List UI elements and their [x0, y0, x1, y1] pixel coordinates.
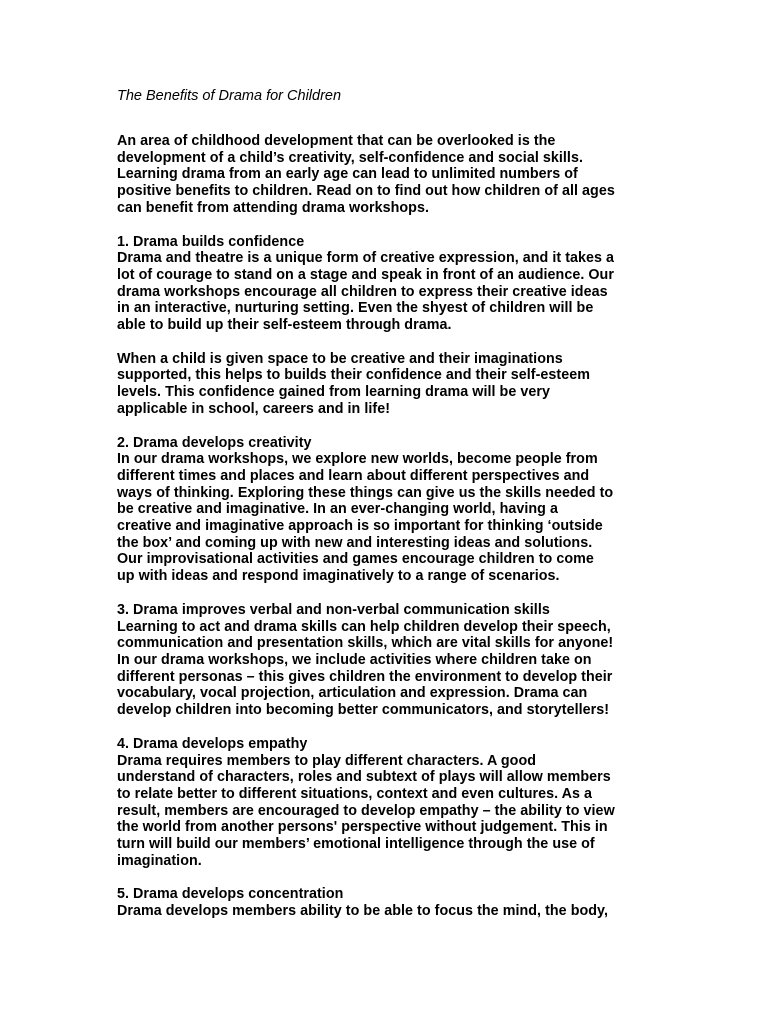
text-line: creative and imaginative approach is so important for thinking ‘outside	[117, 518, 603, 535]
text-line: able to build up their self-esteem through drama.	[117, 317, 452, 334]
text-line: drama workshops encourage all children to express their creative ideas	[117, 283, 608, 300]
text-line: In our drama workshops, we include activities where children take on	[117, 651, 592, 668]
text-line: develop children into becoming better communicators, and storytellers!	[117, 702, 610, 719]
section-confidence	[117, 234, 657, 334]
section-heading: 3. Drama improves verbal and non-verbal communication skills	[117, 601, 550, 618]
text-line: Drama develops members ability to be able to focus the mind, the body,	[117, 903, 609, 920]
text-line: different times and places and learn about different perspectives and	[117, 467, 590, 484]
document-page	[117, 86, 657, 937]
text-line: in an interactive, nurturing setting. Even the shyest of children will be	[117, 300, 594, 317]
section-heading: 1. Drama builds confidence	[117, 233, 305, 250]
text-line: positive benefits to children. Read on to find out how children of all ages	[117, 183, 615, 200]
section-heading: 2. Drama develops creativity	[117, 434, 312, 451]
text-line: When a child is given space to be creative and their imaginations	[117, 350, 563, 367]
text-line: Our improvisational activities and games encourage children to come	[117, 551, 594, 568]
text-line: result, members are encouraged to develop empathy – the ability to view	[117, 802, 615, 819]
section-empathy	[117, 736, 657, 870]
text-line: Drama and theatre is a unique form of creative expression, and it takes a	[117, 250, 615, 267]
section-creativity	[117, 435, 657, 585]
section-heading: 4. Drama develops empathy	[117, 735, 308, 752]
confidence-paragraph-2	[117, 351, 657, 418]
text-line: up with ideas and respond imaginatively to a range of scenarios.	[117, 568, 560, 585]
text-line: the world from another persons' perspective without judgement. This in	[117, 819, 608, 836]
text-line: Drama requires members to play different characters. A good	[117, 752, 537, 769]
text-line: imagination.	[117, 852, 202, 869]
text-line: levels. This confidence gained from learning drama will be very	[117, 384, 550, 401]
text-line: turn will build our members’ emotional intelligence through the use of	[117, 836, 595, 853]
document-title: The Benefits of Drama for Children	[117, 88, 342, 104]
text-line: applicable in school, careers and in life!	[117, 400, 391, 417]
text-line: Learning to act and drama skills can help children develop their speech,	[117, 618, 611, 635]
text-line: be creative and imaginative. In an ever-changing world, having a	[117, 501, 558, 518]
intro-paragraph	[117, 133, 657, 217]
text-line: In our drama workshops, we explore new worlds, become people from	[117, 451, 598, 468]
text-line: to relate better to different situations, context and even cultures. As a	[117, 785, 593, 802]
section-heading: 5. Drama develops concentration	[117, 886, 344, 903]
text-line: understand of characters, roles and subtext of plays will allow members	[117, 769, 611, 786]
text-line: vocabulary, vocal projection, articulation and expression. Drama can	[117, 685, 588, 702]
text-line: can benefit from attending drama workshops.	[117, 199, 429, 216]
text-line: An area of childhood development that can be overlooked is the	[117, 133, 556, 149]
text-line: the box’ and coming up with new and interesting ideas and solutions.	[117, 534, 593, 551]
text-line: supported, this helps to builds their confidence and their self-esteem	[117, 367, 590, 384]
text-line: communication and presentation skills, which are vital skills for anyone!	[117, 635, 614, 652]
text-line: ways of thinking. Exploring these things can give us the skills needed to	[117, 484, 614, 501]
text-line: Learning drama from an early age can lead to unlimited numbers of	[117, 166, 578, 183]
text-line: lot of courage to stand on a stage and speak in front of an audience. Our	[117, 266, 614, 283]
section-communication	[117, 602, 657, 719]
text-line: different personas – this gives children the environment to develop their	[117, 668, 613, 685]
text-line: development of a child’s creativity, self-confidence and social skills.	[117, 149, 583, 166]
section-concentration	[117, 886, 657, 919]
